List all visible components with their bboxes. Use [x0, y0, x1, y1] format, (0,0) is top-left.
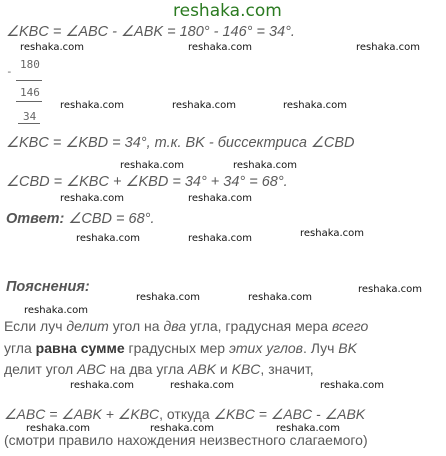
- watermark: reshaka.com: [60, 100, 124, 111]
- text: , значит,: [260, 361, 314, 377]
- watermark: reshaka.com: [300, 228, 364, 239]
- watermark: reshaka.com: [358, 284, 422, 295]
- explanation-line-3: [4, 361, 314, 377]
- answer-value: ∠CBD = 68°.: [68, 211, 155, 227]
- watermark: reshaka.com: [150, 423, 214, 434]
- site-header[interactable]: reshaka.com: [173, 1, 282, 21]
- calc-divider: [16, 80, 42, 81]
- watermark: reshaka.com: [248, 292, 312, 303]
- equation-bisector: ∠KBC = ∠KBD = 34°, т.к. BK - биссектриса ∠CBD: [6, 135, 355, 151]
- calc-divider: [16, 101, 42, 102]
- text: угла: [4, 340, 36, 356]
- text: делит: [66, 318, 109, 334]
- text: ABK: [188, 361, 217, 377]
- watermark: reshaka.com: [60, 193, 124, 204]
- watermark: reshaka.com: [136, 292, 200, 303]
- text: этих углов: [228, 340, 303, 356]
- watermark: reshaka.com: [120, 160, 184, 171]
- explanation-line-2: [4, 340, 357, 356]
- text: угла, градусная мера: [186, 318, 332, 334]
- equation-kbc: ∠KBC = ∠ABC - ∠ABK = 180° - 146° = 34°.: [6, 24, 295, 40]
- watermark: reshaka.com: [172, 100, 236, 111]
- watermark: reshaka.com: [188, 233, 252, 244]
- text: на два угла: [105, 361, 188, 377]
- text: KBC: [231, 361, 261, 377]
- text: градусных мер: [124, 340, 229, 356]
- watermark: reshaka.com: [76, 233, 140, 244]
- calc-underline: [18, 123, 40, 124]
- calc-top: 180: [20, 58, 40, 71]
- answer-label: Ответ:: [6, 211, 65, 227]
- text: ABC: [77, 361, 106, 377]
- text: всего: [331, 318, 369, 334]
- watermark: reshaka.com: [356, 42, 420, 53]
- text: ∠ABC = ∠ABK + ∠KBC: [4, 406, 160, 422]
- text: делит угол: [4, 361, 78, 377]
- explanation-line-5: (смотри правило нахождения неизвестного слагаемого): [4, 432, 368, 448]
- watermark: reshaka.com: [70, 380, 134, 391]
- watermark: reshaka.com: [24, 305, 88, 316]
- explanation-line-4: [4, 406, 365, 423]
- text: Если луч: [4, 318, 67, 334]
- text: два: [163, 318, 186, 334]
- watermark: reshaka.com: [26, 423, 90, 434]
- text: ∠KBC = ∠ABC - ∠ABK: [213, 406, 366, 422]
- explanation-line-1: [4, 318, 368, 334]
- watermark: reshaka.com: [170, 380, 234, 391]
- watermark: reshaka.com: [188, 42, 252, 53]
- calc-minus: -: [6, 65, 13, 78]
- text: , откуда: [159, 406, 214, 422]
- watermark: reshaka.com: [233, 160, 297, 171]
- watermark: reshaka.com: [188, 193, 252, 204]
- text: . Луч: [302, 340, 339, 356]
- text: BK: [338, 340, 357, 356]
- calc-mid: 146: [20, 86, 40, 99]
- text: угол на: [108, 318, 164, 334]
- text: равна сумме: [35, 340, 125, 356]
- text: и: [216, 361, 232, 377]
- watermark: reshaka.com: [283, 100, 347, 111]
- calc-bottom: 34: [23, 110, 37, 123]
- watermark: reshaka.com: [20, 42, 84, 53]
- explanation-heading: Пояснения:: [6, 279, 90, 295]
- equation-cbd: ∠CBD = ∠KBC + ∠KBD = 34° + 34° = 68°.: [6, 174, 288, 190]
- watermark: reshaka.com: [276, 423, 340, 434]
- watermark: reshaka.com: [320, 380, 384, 391]
- answer-line: [6, 211, 154, 227]
